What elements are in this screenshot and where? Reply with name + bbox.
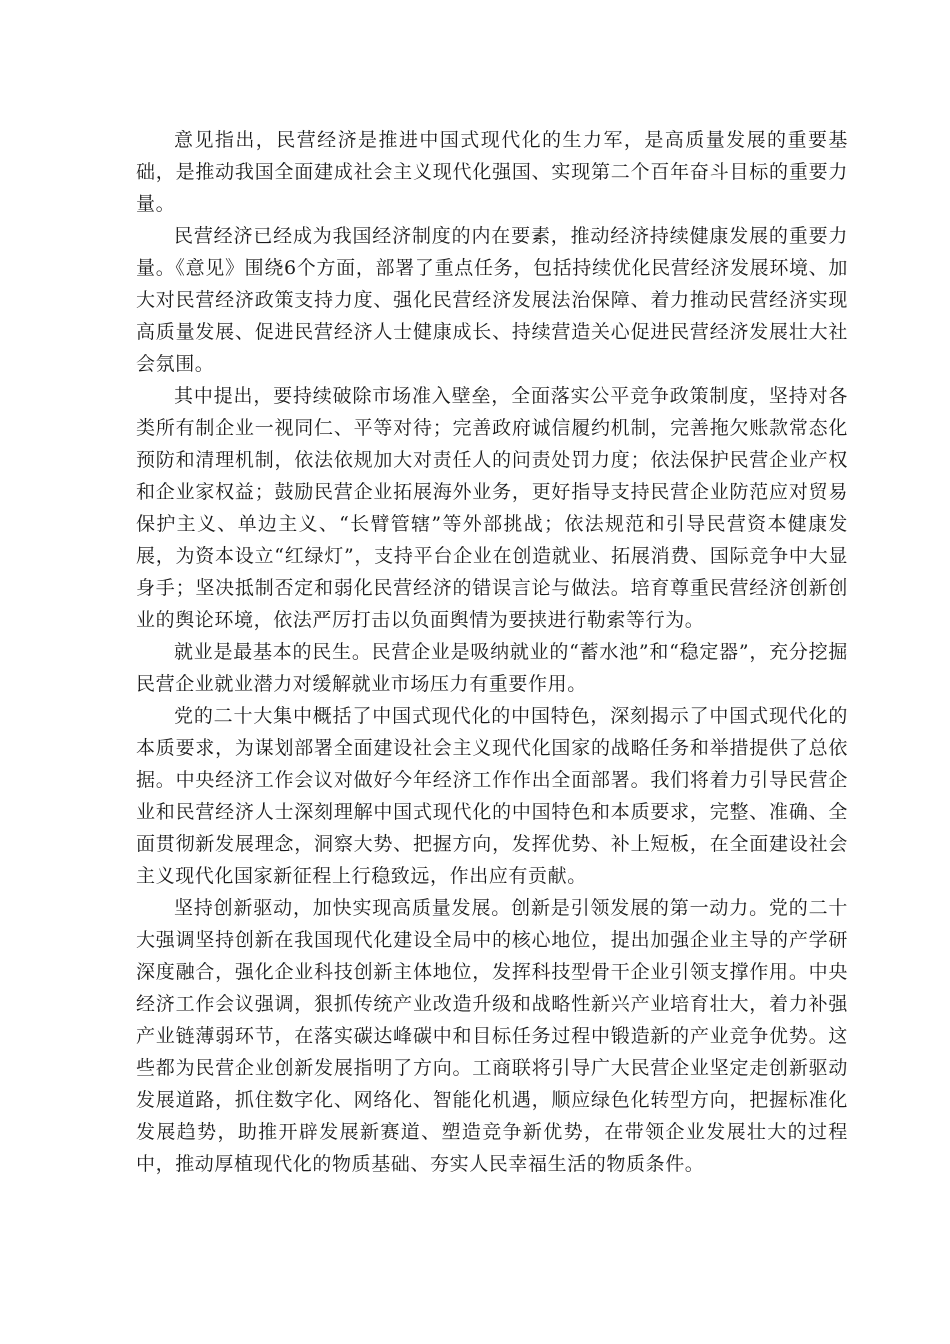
paragraph-4: 就业是最基本的民生。民营企业是吸纳就业的“蓄水池”和“稳定器”，充分挖掘民营企业就业潜力对缓解就业市场压力有重要作用。 — [136, 641, 848, 695]
paragraph-1: 意见指出，民营经济是推进中国式现代化的生力军，是高质量发展的重要基础，是推动我国全面建成社会主义现代化强国、实现第二个百年奋斗目标的重要力量。 — [136, 129, 848, 215]
paragraph-6: 坚持创新驱动，加快实现高质量发展。创新是引领发展的第一动力。党的二十大强调坚持创新在我国现代化建设全局中的核心地位，提出加强企业主导的产学研深度融合，强化企业科技创新主体地位，发挥科技型骨干企业引领支撑作用。中央经济工作会议强调，狠抓传统产业改造升级和战略性新兴产业培育壮大，着力补强产业链薄弱环节，在落实碳达峰碳中和目标任务过程中锻造新的产业竞争优势。这些都为民营企业创新发展指明了方向。工商联将引导广大民营企业坚定走创新驱动发展道路，抓住数字化、网络化、智能化机遇，顺应绿色化转型方向，把握标准化发展趋势，助推开辟发展新赛道、塑造竞争新优势，在带领企业发展壮大的过程中，推动厚植现代化的物质基础、夯实人民幸福生活的物质条件。 — [136, 897, 848, 1175]
paragraph-3: 其中提出，要持续破除市场准入壁垒，全面落实公平竞争政策制度，坚持对各类所有制企业一视同仁、平等对待；完善政府诚信履约机制，完善拖欠账款常态化预防和清理机制，依法依规加大对责任人的问责处罚力度；依法保护民营企业产权和企业家权益；鼓励民营企业拓展海外业务，更好指导支持民营企业防范应对贸易保护主义、单边主义、“长臂管辖”等外部挑战；依法规范和引导民营资本健康发展，为资本设立“红绿灯”，支持平台企业在创造就业、拓展消费、国际竞争中大显身手；坚决抵制否定和弱化民营经济的错误言论与做法。培育尊重民营经济创新创业的舆论环境，依法严厉打击以负面舆情为要挟进行勒索等行为。 — [136, 385, 848, 631]
document-body — [136, 124, 848, 1180]
paragraph-5: 党的二十大集中概括了中国式现代化的中国特色，深刻揭示了中国式现代化的本质要求，为谋划部署全面建设社会主义现代化国家的战略任务和举措提供了总依据。中央经济工作会议对做好今年经济工作作出全面部署。我们将着力引导民营企业和民营经济人士深刻理解中国式现代化的中国特色和本质要求，完整、准确、全面贯彻新发展理念，洞察大势、把握方向，发挥优势、补上短板，在全面建设社会主义现代化国家新征程上行稳致远，作出应有贡献。 — [136, 705, 848, 887]
paragraph-2: 民营经济已经成为我国经济制度的内在要素，推动经济持续健康发展的重要力量。《意见》围绕6个方面，部署了重点任务，包括持续优化民营经济发展环境、加大对民营经济政策支持力度、强化民营经济发展法治保障、着力推动民营经济实现高质量发展、促进民营经济人士健康成长、持续营造关心促进民营经济发展壮大社会氛围。 — [136, 225, 848, 375]
